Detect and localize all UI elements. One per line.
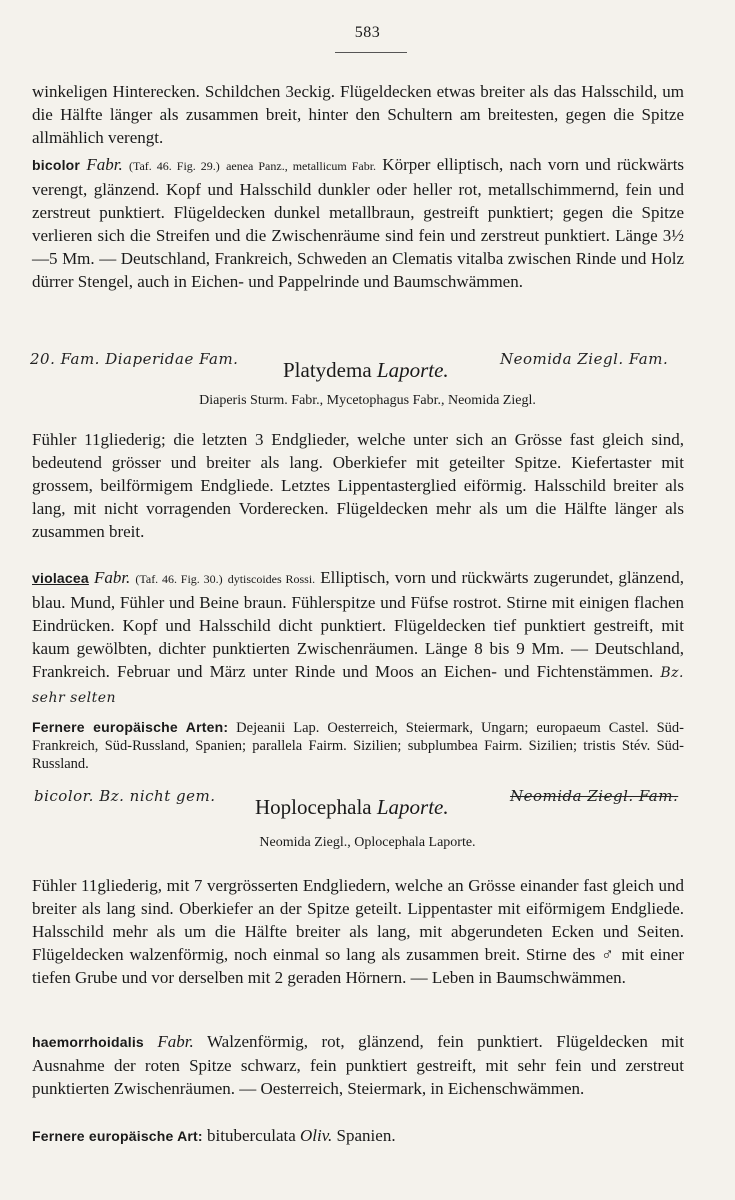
species-name: haemorrhoidalis [32,1034,144,1050]
further-species-platydema [32,718,684,773]
genus-description-hoplocephala: Fühler 11gliederig, mit 7 vergrösserten Endgliedern, welche an Grösse einander fast gleich und breiter als lang sind. Oberkiefer an der Spitze geteilt. Lippentaster mit eiförmigem Endgliede. Halsschild mehr als um die Hälfte breiter als lang, mit abgerundeten Ecken und Seiten. Flügeldecken walzenförmig, noch einmal so lang als zusammen breit. Stirne des ♂ mit einer tiefen Grube und vor derselben mit 2 geraden Hörnern. — Leben in Baumschwämmen. [32,876,684,987]
synonyms: dytiscoides Rossi. [227,572,316,586]
handwritten-struck-note: Neomida Ziegl. Fam. [510,787,679,805]
genus-description-platydema: Fühler 11gliederig; die letzten 3 Endglieder, welche unter sich an Grösse fast gleich sind, bedeutend grösser und breiter als lang. Oberkiefer mit geteilter Spitze. Kiefertaster mit grossem, beilförmigem Endgliede. Letztes Lippentasterglied eiförmig. Halsschild breiter als lang, mit nicht vorragenden Vorderecken. Flügeldecken mehr als um die Hälfte länger als zusammen breit. [32,430,684,541]
species-author: Fabr. [93,568,131,587]
species-name: violacea [32,570,89,586]
genus-synonyms: Diaperis Sturm. Fabr., Mycetophagus Fabr., Neomida Ziegl. [199,393,536,408]
species-name: bicolor [32,157,81,173]
genus-author: Laporte. [376,795,449,819]
species-entry-bicolor [32,153,684,293]
genus-name: Platydema [283,358,372,382]
further-species-name: bituberculata [207,1126,296,1145]
plate-reference: (Taf. 46. Fig. 30.) [135,572,223,586]
handwritten-species-note: bicolor. Bz. nicht gem. [34,787,216,805]
further-species-label: Fernere europäische Art: [32,1128,203,1144]
genus-author: Laporte. [376,358,449,382]
genus-heading-platydema [283,358,449,383]
genus-synonyms: Neomida Ziegl., Oplocephala Laporte. [259,835,476,850]
continuation-paragraph: winkeligen Hinterecken. Schildchen 3eckig. Flügeldecken etwas breiter als das Halsschild, um die Hälfte länger als zusammen breit, hinter den Schultern am breitesten, gegen die Spitze allmählich verengt. [32,82,684,147]
further-species-label: Fernere europäische Arten: [32,719,229,735]
handwritten-family-note: 20. Fam. Diaperidae Fam. [30,350,239,368]
handwritten-rarity-note: Bz. sehr selten [32,665,684,706]
synonyms: aenea Panz., metallicum Fabr. [226,159,377,173]
genus-heading-hoplocephala [255,795,449,820]
handwritten-genus-note: Neomida Ziegl. Fam. [500,350,669,368]
species-entry-violacea [32,566,684,710]
further-species-author: Oliv. [300,1126,333,1145]
page-number: 583 [354,24,381,41]
species-description: Walzenförmig, rot, glänzend, fein punktiert. Flügeldecken mit Ausnahme der roten Spitze schwarz, fein punktiert gestreift, mit sehr fein und zerstreut punktierten Zwischenräumen. — Oesterreich, Steiermark, in Eichenschwämmen. [32,1032,684,1098]
further-species-region: Spanien. [336,1126,396,1145]
species-author: Fabr. [86,155,123,174]
page-number-rule [335,52,407,53]
plate-reference: (Taf. 46. Fig. 29.) [128,159,220,173]
further-species-hoplocephala [32,1124,684,1148]
species-entry-haemorrhoidalis [32,1030,684,1100]
species-description: Elliptisch, vorn und rückwärts zugerundet, glänzend, blau. Mund, Fühler und Beine braun. Fühlerspitze und Füfse rostrot. Stirne mit einigen flachen Eindrücken. Kopf und Halsschild dicht punktiert. Flügeldecken tief punktiert gestreift, mit kaum gewölbten, dichter punktierten Zwischenräumen. Länge 8 bis 9 Mm. — Deutschland, Frankreich. Februar und März unter Rinde und Moos an Eichen- und Fichtenstämmen. [32,568,685,681]
species-description: Körper elliptisch, nach vorn und rückwärts verengt, glänzend. Kopf und Halsschild dunkler oder heller rot, metallschimmernd, fein und zerstreut punktiert. Flügeldecken dunkel metallbraun, gestreift punktiert; gegen die Spitze verlieren sich die Streifen und die Zwischenräume sind fein und zerstreut punktiert. Länge 3½—5 Mm. — Deutschland, Frankreich, Schweden an Clematis vitalba zwischen Rinde und Holz dürrer Stengel, auch in Eichen- und Pappelrinde und Baumschwämmen. [32,155,685,291]
genus-name: Hoplocephala [255,795,372,819]
further-species-list: Dejeanii Lap. Oesterreich, Steiermark, Ungarn; europaeum Castel. Süd-Frankreich, Süd-Russland, Spanien; parallela Fairm. Sizilien; subplumbea Fairm. Sizilien; tristis Stév. Süd-Russland. [32,720,685,772]
species-author: Fabr. [157,1032,194,1051]
